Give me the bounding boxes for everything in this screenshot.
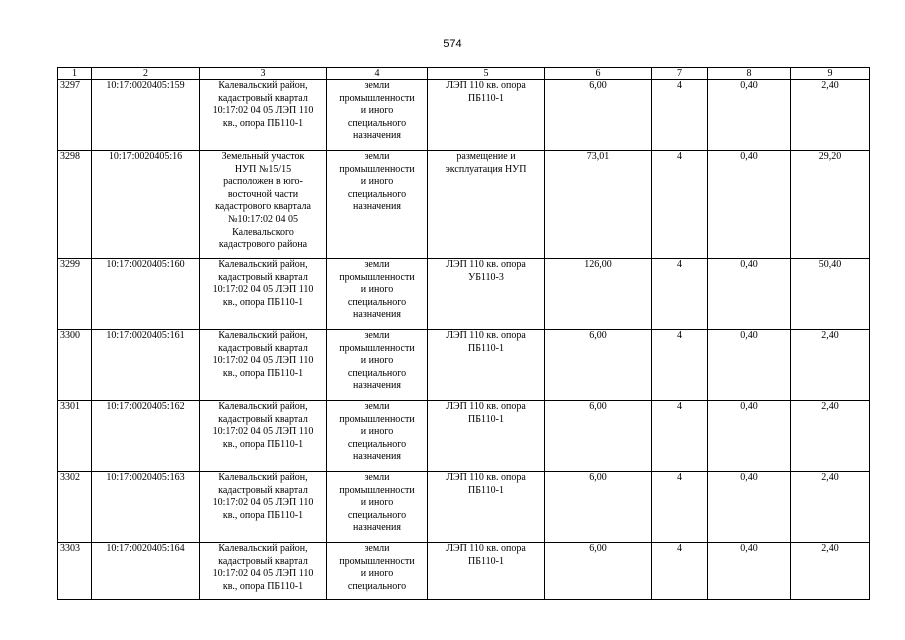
column-8-cell: 0,40 <box>708 330 791 401</box>
area-cell: 73,01 <box>545 151 652 259</box>
row-number-cell: 3303 <box>58 543 92 600</box>
permitted-use-cell <box>428 259 545 330</box>
land-category-cell-line: специального <box>347 296 407 308</box>
land-category-cell-line: и иного <box>360 497 394 509</box>
location-cell-line: 10:17:02 04 05 ЛЭП 110 <box>212 284 314 296</box>
land-category-cell-line: земли <box>364 259 390 270</box>
location-cell <box>200 259 327 330</box>
permitted-use-cell <box>428 330 545 401</box>
table-row <box>58 401 870 472</box>
permitted-use-cell <box>428 472 545 543</box>
location-cell-line: кадастровый квартал <box>218 92 308 104</box>
land-category-cell-line: специального <box>347 580 407 592</box>
table-row <box>58 151 870 259</box>
row-number-cell: 3298 <box>58 151 92 259</box>
land-category-cell-line: промышленности <box>339 92 415 104</box>
area-cell: 6,00 <box>545 472 652 543</box>
cadastral-number-cell: 10:17:0020405:159 <box>92 80 200 151</box>
cadastral-number-cell: 10:17:0020405:164 <box>92 543 200 600</box>
location-cell-line: Калевальский район, <box>218 259 308 270</box>
column-9-cell: 2,40 <box>791 330 870 401</box>
permitted-use-cell-line: ЛЭП 110 кв. опора <box>446 543 526 554</box>
column-9-cell: 2,40 <box>791 472 870 543</box>
land-category-cell-line: специального <box>347 438 407 450</box>
permitted-use-cell-line: ЛЭП 110 кв. опора <box>446 330 526 341</box>
land-category-cell <box>327 330 428 401</box>
land-category-cell-line: и иного <box>360 355 394 367</box>
area-cell: 6,00 <box>545 330 652 401</box>
cadastral-number-cell: 10:17:0020405:162 <box>92 401 200 472</box>
location-cell-line: НУП №15/15 <box>234 163 292 175</box>
column-header-6: 6 <box>545 68 652 80</box>
column-header-2: 2 <box>92 68 200 80</box>
location-cell <box>200 472 327 543</box>
location-cell-line: Калевальский район, <box>218 330 308 341</box>
area-cell: 126,00 <box>545 259 652 330</box>
land-category-cell-line: и иного <box>360 568 394 580</box>
location-cell-line: кв., опора ПБ110-1 <box>222 296 304 308</box>
row-number-cell: 3297 <box>58 80 92 151</box>
land-category-cell-line: земли <box>364 330 390 341</box>
location-cell-line: расположен в юго- <box>223 176 303 188</box>
land-category-cell-line: специального <box>347 188 407 200</box>
column-7-cell: 4 <box>652 151 708 259</box>
permitted-use-cell-line: ПБ110-1 <box>468 92 504 104</box>
column-header-1: 1 <box>58 68 92 80</box>
location-cell-line: кадастровый квартал <box>218 413 308 425</box>
column-header-4: 4 <box>327 68 428 80</box>
column-header-7: 7 <box>652 68 708 80</box>
location-cell-line: кадастрового квартала <box>215 201 311 213</box>
location-cell <box>200 543 327 600</box>
area-cell: 6,00 <box>545 80 652 151</box>
land-category-cell-line: промышленности <box>339 271 415 283</box>
land-category-cell-line: назначения <box>353 130 401 142</box>
cadastral-number-cell: 10:17:0020405:163 <box>92 472 200 543</box>
location-cell-line: 10:17:02 04 05 ЛЭП 110 <box>212 426 314 438</box>
permitted-use-cell-line: ПБ110-1 <box>468 413 504 425</box>
column-8-cell: 0,40 <box>708 151 791 259</box>
column-header-5: 5 <box>428 68 545 80</box>
row-number-cell: 3302 <box>58 472 92 543</box>
location-cell-line: Калевальский район, <box>218 401 308 412</box>
location-cell-line: 10:17:02 04 05 ЛЭП 110 <box>212 568 314 580</box>
column-7-cell: 4 <box>652 543 708 600</box>
land-category-cell-line: специального <box>347 509 407 521</box>
column-numbers-row <box>58 68 870 80</box>
permitted-use-cell-line: ЛЭП 110 кв. опора <box>446 80 526 91</box>
land-category-cell-line: промышленности <box>339 555 415 567</box>
location-cell-line: №10:17:02 04 05 <box>227 213 299 225</box>
location-cell-line: Калевальского <box>232 226 294 238</box>
land-category-cell <box>327 472 428 543</box>
location-cell-line: 10:17:02 04 05 ЛЭП 110 <box>212 497 314 509</box>
column-7-cell: 4 <box>652 401 708 472</box>
permitted-use-cell-line: ЛЭП 110 кв. опора <box>446 401 526 412</box>
table-row <box>58 80 870 151</box>
land-category-cell-line: земли <box>364 472 390 483</box>
permitted-use-cell-line: ПБ110-1 <box>468 555 504 567</box>
column-7-cell: 4 <box>652 472 708 543</box>
land-category-cell-line: промышленности <box>339 163 415 175</box>
location-cell-line: 10:17:02 04 05 ЛЭП 110 <box>212 105 314 117</box>
location-cell-line: Калевальский район, <box>218 80 308 91</box>
land-category-cell-line: назначения <box>353 522 401 534</box>
land-category-cell-line: промышленности <box>339 342 415 354</box>
column-8-cell: 0,40 <box>708 543 791 600</box>
permitted-use-cell-line: ПБ110-1 <box>468 342 504 354</box>
land-category-cell-line: специального <box>347 117 407 129</box>
column-9-cell: 50,40 <box>791 259 870 330</box>
land-category-cell-line: назначения <box>353 201 401 213</box>
table-row <box>58 330 870 401</box>
column-8-cell: 0,40 <box>708 472 791 543</box>
permitted-use-cell-line: размещение и <box>456 151 516 162</box>
location-cell-line: кв., опора ПБ110-1 <box>222 580 304 592</box>
location-cell-line: восточной части <box>227 188 299 200</box>
land-category-cell-line: земли <box>364 80 390 91</box>
location-cell-line: кв., опора ПБ110-1 <box>222 367 304 379</box>
location-cell-line: кадастровый квартал <box>218 484 308 496</box>
land-plots-table <box>57 67 870 600</box>
column-7-cell: 4 <box>652 330 708 401</box>
column-7-cell: 4 <box>652 80 708 151</box>
location-cell-line: кв., опора ПБ110-1 <box>222 117 304 129</box>
column-7-cell: 4 <box>652 259 708 330</box>
land-category-cell-line: и иного <box>360 105 394 117</box>
column-9-cell: 2,40 <box>791 543 870 600</box>
column-9-cell: 2,40 <box>791 401 870 472</box>
location-cell-line: кадастрового района <box>218 239 308 251</box>
location-cell-line: кадастровый квартал <box>218 342 308 354</box>
land-category-cell-line: назначения <box>353 451 401 463</box>
location-cell-line: кадастровый квартал <box>218 555 308 567</box>
table-row <box>58 543 870 600</box>
column-header-9: 9 <box>791 68 870 80</box>
column-header-8: 8 <box>708 68 791 80</box>
land-category-cell-line: назначения <box>353 380 401 392</box>
cadastral-number-cell: 10:17:0020405:160 <box>92 259 200 330</box>
land-category-cell <box>327 543 428 600</box>
table-row <box>58 472 870 543</box>
land-category-cell-line: земли <box>364 401 390 412</box>
permitted-use-cell <box>428 401 545 472</box>
land-category-cell-line: назначения <box>353 309 401 321</box>
column-header-3: 3 <box>200 68 327 80</box>
location-cell-line: Земельный участок <box>221 151 305 162</box>
land-category-cell-line: промышленности <box>339 413 415 425</box>
column-8-cell: 0,40 <box>708 80 791 151</box>
land-category-cell-line: и иного <box>360 284 394 296</box>
land-category-cell <box>327 151 428 259</box>
location-cell-line: Калевальский район, <box>218 543 308 554</box>
permitted-use-cell-line: УБ110-3 <box>468 271 504 283</box>
land-category-cell-line: и иного <box>360 426 394 438</box>
permitted-use-cell <box>428 151 545 259</box>
permitted-use-cell-line: ЛЭП 110 кв. опора <box>446 472 526 483</box>
land-category-cell <box>327 259 428 330</box>
land-category-cell-line: земли <box>364 151 390 162</box>
page-number: 574 <box>443 38 462 50</box>
area-cell: 6,00 <box>545 543 652 600</box>
permitted-use-cell-line: эксплуатация НУП <box>445 163 527 175</box>
cadastral-number-cell: 10:17:0020405:161 <box>92 330 200 401</box>
location-cell-line: 10:17:02 04 05 ЛЭП 110 <box>212 355 314 367</box>
row-number-cell: 3301 <box>58 401 92 472</box>
cadastral-number-cell: 10:17:0020405:16 <box>92 151 200 259</box>
land-category-cell-line: земли <box>364 543 390 554</box>
location-cell <box>200 401 327 472</box>
location-cell-line: кв., опора ПБ110-1 <box>222 509 304 521</box>
location-cell <box>200 151 327 259</box>
row-number-cell: 3300 <box>58 330 92 401</box>
land-category-cell-line: промышленности <box>339 484 415 496</box>
land-category-cell <box>327 401 428 472</box>
row-number-cell: 3299 <box>58 259 92 330</box>
location-cell-line: кадастровый квартал <box>218 271 308 283</box>
table-row <box>58 259 870 330</box>
land-category-cell <box>327 80 428 151</box>
permitted-use-cell-line: ЛЭП 110 кв. опора <box>446 259 526 270</box>
location-cell-line: Калевальский район, <box>218 472 308 483</box>
location-cell <box>200 80 327 151</box>
location-cell <box>200 330 327 401</box>
permitted-use-cell <box>428 80 545 151</box>
permitted-use-cell <box>428 543 545 600</box>
permitted-use-cell-line: ПБ110-1 <box>468 484 504 496</box>
area-cell: 6,00 <box>545 401 652 472</box>
column-8-cell: 0,40 <box>708 259 791 330</box>
column-9-cell: 2,40 <box>791 80 870 151</box>
location-cell-line: кв., опора ПБ110-1 <box>222 438 304 450</box>
column-8-cell: 0,40 <box>708 401 791 472</box>
column-9-cell: 29,20 <box>791 151 870 259</box>
land-category-cell-line: и иного <box>360 176 394 188</box>
land-category-cell-line: специального <box>347 367 407 379</box>
